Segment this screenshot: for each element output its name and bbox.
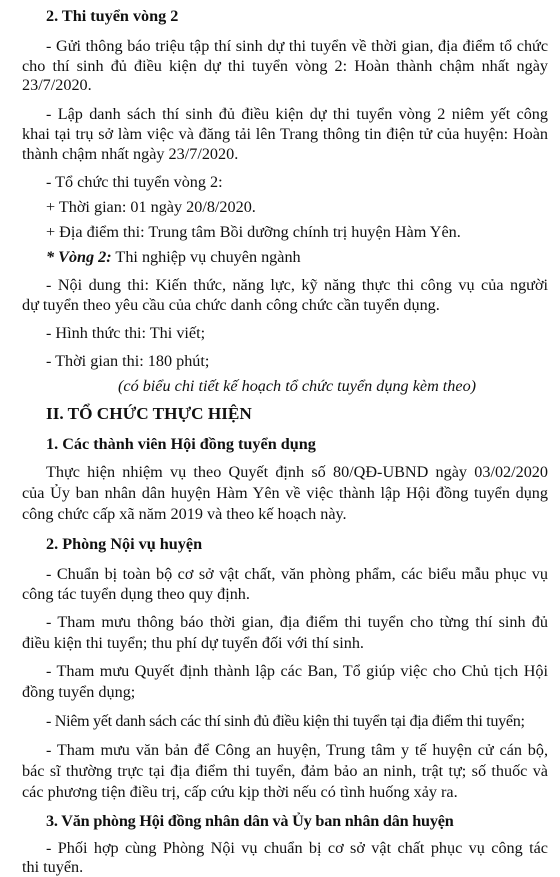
heading-phong-noi-vu: 2. Phòng Nội vụ huyện	[46, 535, 203, 553]
paragraph-line: - Tổ chức thi tuyển vòng 2:	[46, 173, 223, 191]
paragraph-line: - Lập danh sách thí sinh đủ điều kiện dự thi tuyển vòng 2 niêm yết công	[46, 105, 548, 123]
paragraph-line: Thực hiện nhiệm vụ theo Quyết định số 80/QĐ-UBND ngày 03/02/2020	[46, 463, 548, 481]
paragraph-line: - Phối hợp cùng Phòng Nội vụ chuẩn bị cơ sở vật chất phục vụ công tác	[46, 839, 548, 857]
paragraph-line: bác sĩ thường trực tại địa điểm thi tuyển, đảm bảo an ninh, trật tự; số thuốc và	[22, 762, 548, 780]
paragraph-line: cho thí sinh đủ điều kiện dự thi tuyển vòng 2: Hoàn thành chậm nhất ngày	[22, 57, 548, 75]
paragraph-line: - Tham mưu văn bản để Công an huyện, Trung tâm y tế huyện cử cán bộ,	[46, 741, 548, 759]
paragraph-line: thành chậm nhất ngày 23/7/2020.	[22, 145, 239, 163]
paragraph-line: điều kiện thi tuyển; thu phí dự tuyển đối với thí sinh.	[22, 634, 364, 652]
heading-hoi-dong-tuyen-dung: 1. Các thành viên Hội đồng tuyển dụng	[46, 435, 316, 453]
paragraph-line: khai tại trụ sở làm việc và đăng tải lên Trang thông tin điện tử của huyện: Hoàn	[22, 125, 548, 143]
paragraph-line: công chức cấp xã năm 2019 và theo kế hoạch này.	[22, 505, 347, 523]
heading-thi-tuyen-vong-2: 2. Thi tuyển vòng 2	[46, 7, 179, 25]
paragraph-line: - Tham mưu Quyết định thành lập các Ban, Tổ giúp việc cho Chủ tịch Hội	[46, 662, 548, 680]
paragraph-line: - Gửi thông báo triệu tập thí sinh dự thi tuyển về thời gian, địa điểm tổ chức	[46, 37, 548, 55]
paragraph-line: - Tham mưu thông báo thời gian, địa điểm thi tuyển cho từng thí sinh đủ	[46, 613, 548, 631]
paragraph-line: - Chuẩn bị toàn bộ cơ sở vật chất, văn phòng phẩm, các biểu mẫu phục vụ	[46, 565, 548, 583]
paragraph-vong-2	[46, 247, 301, 267]
vong-2-label: * Vòng 2:	[46, 248, 112, 266]
paragraph-line: - Hình thức thi: Thi viết;	[46, 324, 206, 342]
vong-2-text: Thi nghiệp vụ chuyên ngành	[111, 248, 301, 266]
paragraph-line: 23/7/2020.	[22, 76, 92, 94]
paragraph-line: dự tuyển theo yêu cầu của chức danh công chức cần tuyển dụng.	[22, 296, 440, 314]
note-line: (có biểu chi tiết kế hoạch tổ chức tuyển dụng kèm theo)	[118, 377, 477, 395]
heading-van-phong-hdnd-ubnd: 3. Văn phòng Hội đồng nhân dân và Ủy ban nhân dân huyện	[46, 812, 454, 830]
paragraph-line: các phương tiện điều trị, cấp cứu kịp thời nếu có tình huống xảy ra.	[22, 783, 458, 801]
paragraph-line: của Ủy ban nhân dân huyện Hàm Yên về việc thành lập Hội đồng tuyển dụng	[22, 484, 548, 502]
paragraph-line: đồng tuyển dụng;	[22, 683, 136, 701]
paragraph-line: thi tuyển.	[22, 858, 84, 876]
heading-to-chuc-thuc-hien: II. TỔ CHỨC THỰC HIỆN	[46, 404, 252, 423]
paragraph-line: công tác tuyển dụng theo quy định.	[22, 585, 250, 603]
paragraph-line: - Nội dung thi: Kiến thức, năng lực, kỹ năng thực thi công vụ của người	[46, 276, 548, 294]
paragraph-line: - Thời gian thi: 180 phút;	[46, 352, 210, 370]
paragraph-line: + Thời gian: 01 ngày 20/8/2020.	[46, 198, 256, 216]
paragraph-line: + Địa điểm thi: Trung tâm Bồi dưỡng chính trị huyện Hàm Yên.	[46, 223, 461, 241]
paragraph-line: - Niêm yết danh sách các thí sinh đủ điều kiện thi tuyển tại địa điểm thi tuyển;	[46, 712, 525, 730]
